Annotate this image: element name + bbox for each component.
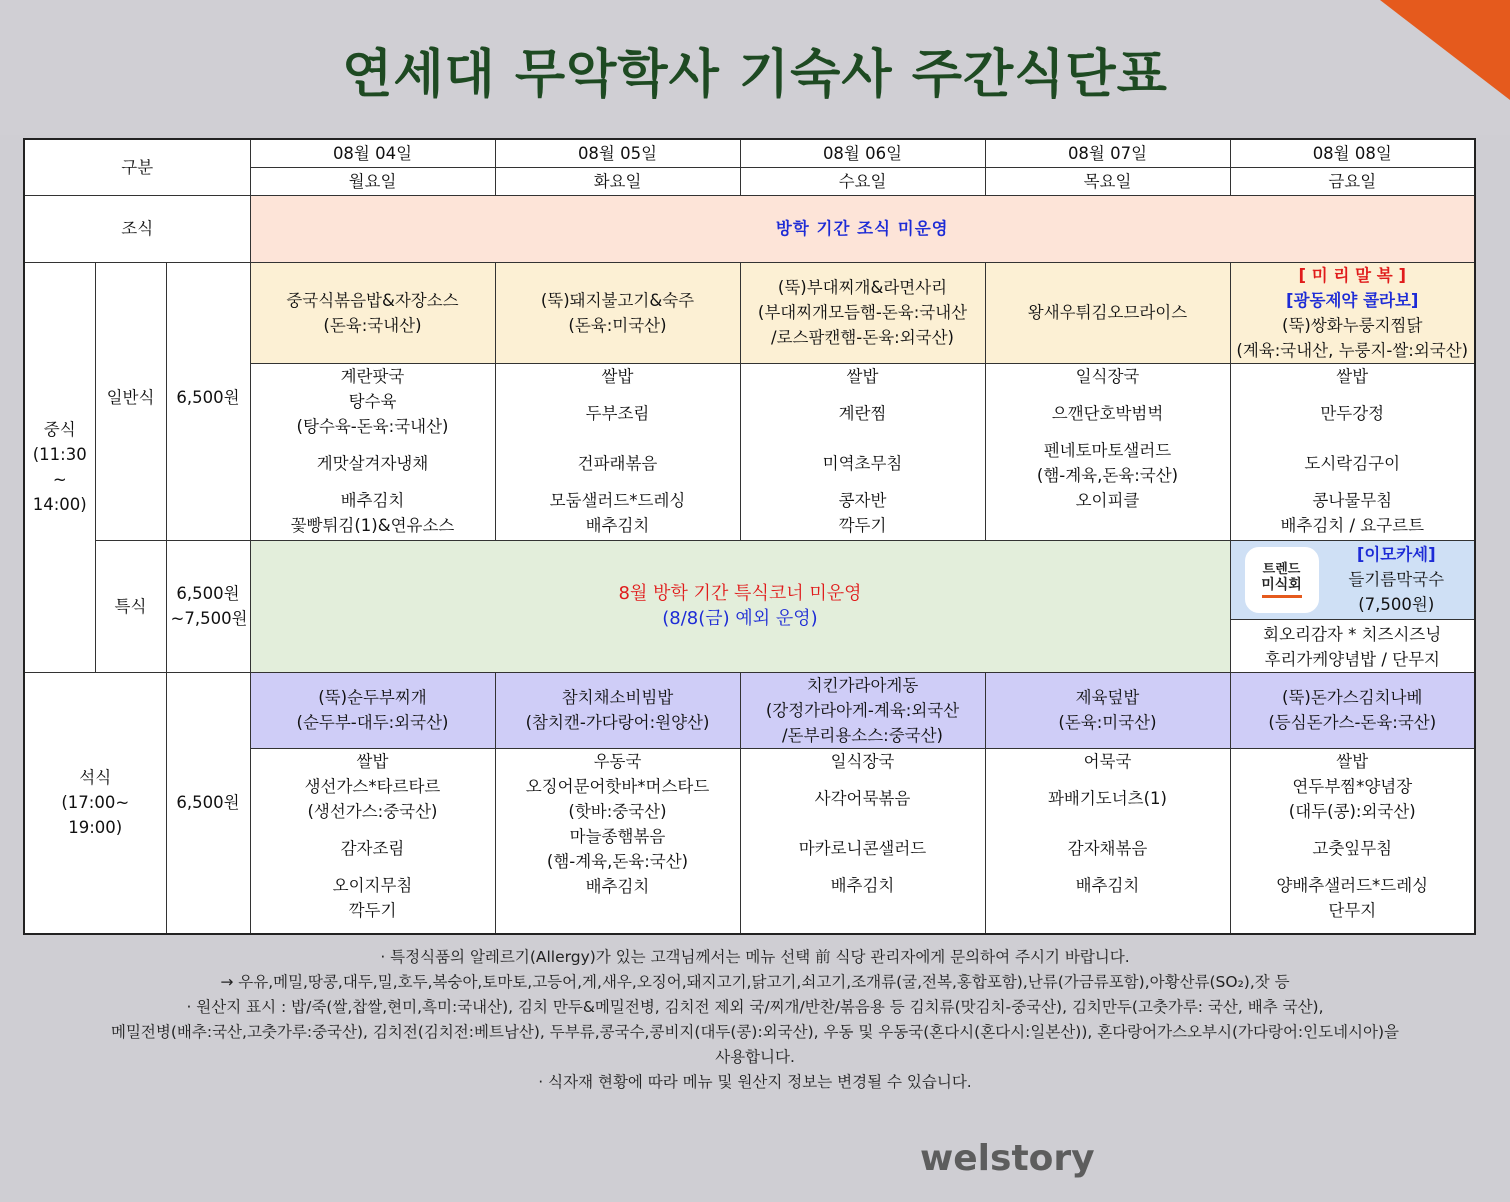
- weekday-fri: 금요일: [1230, 167, 1475, 195]
- dinner-sides-tue: 우동국 오징어문어핫바*머스타드 (핫바:중국산) 마늘종햄볶음 (햄-계육,돈육:국산) 배추김치: [495, 748, 740, 934]
- lunch-sides-mon: 계란팟국 탕수육 (탕수육-돈육:국내산) 게맛살겨자냉채 배추김치 꽃빵튀김(1)&연유소스: [250, 363, 495, 540]
- welstory-logo: welstory: [920, 1138, 1095, 1179]
- dinner-main-wed: 치킨가라아게동 (강정가라아게-계육:외국산 /돈부리용소스:중국산): [740, 672, 985, 748]
- date-wed: 08월 06일: [740, 139, 985, 167]
- lunch-general-label: 일반식: [95, 262, 166, 540]
- menu-table: [23, 138, 1476, 935]
- dinner-label: 석식 (17:00~ 19:00): [24, 672, 166, 934]
- lunch-special-price: 6,500원 ~7,500원: [166, 540, 250, 672]
- weekday-tue: 화요일: [495, 167, 740, 195]
- footer-notes: [40, 945, 1470, 1095]
- dinner-main-thu: 제육덮밥 (돈육:미국산): [985, 672, 1230, 748]
- dinner-main-tue: 참치채소비빔밥 (참치캔-가다랑어:원양산): [495, 672, 740, 748]
- date-fri: 08월 08일: [1230, 139, 1475, 167]
- dinner-main-mon: (뚝)순두부찌개 (순두부-대두:외국산): [250, 672, 495, 748]
- dinner-sides-wed: 일식장국 사각어묵볶음 마카로니콘샐러드 배추김치: [740, 748, 985, 934]
- weekday-wed: 수요일: [740, 167, 985, 195]
- weekday-mon: 월요일: [250, 167, 495, 195]
- date-mon: 08월 04일: [250, 139, 495, 167]
- weekday-thu: 목요일: [985, 167, 1230, 195]
- breakfast-notice: 방학 기간 조식 미운영: [250, 195, 1475, 262]
- lunch-sides-thu: 일식장국 으깬단호박범벅 펜네토마토샐러드 (햄-계육,돈육:국산) 오이피클: [985, 363, 1230, 540]
- change-notice: · 식자재 현황에 따라 메뉴 및 원산지 정보는 변경될 수 있습니다.: [538, 1073, 972, 1091]
- origin-notice-3: 사용합니다.: [715, 1048, 795, 1066]
- lunch-label: 중식 (11:30 ~ 14:00): [24, 262, 95, 672]
- dinner-price: 6,500원: [166, 672, 250, 934]
- lunch-general-price: 6,500원: [166, 262, 250, 540]
- lunch-main-mon: 중국식볶음밥&자장소스 (돈육:국내산): [250, 262, 495, 363]
- origin-notice-1: · 원산지 표시 : 밥/죽(쌀,찹쌀,현미,흑미:국내산), 김치 만두&메밀전병, 김치전 제외 국/찌개/반찬/볶음용 등 김치류(맛김치-중국산), 김치만두(고춧가루: 국산, 배추 국산),: [186, 998, 1324, 1016]
- date-thu: 08월 07일: [985, 139, 1230, 167]
- page-title: 연세대 무악학사 기숙사 주간식단표: [342, 45, 1168, 105]
- special-fri-sides: 회오리감자 * 치즈시즈닝 후리가케양념밥 / 단무지: [1263, 624, 1442, 669]
- trend-gourmet-badge-icon: 트렌드 미식회: [1245, 547, 1319, 613]
- dinner-sides-mon: 쌀밥 생선가스*타르타르 (생선가스:중국산) 감자조림 오이지무침 깍두기: [250, 748, 495, 934]
- lunch-sides-tue: 쌀밥 두부조림 건파래볶음 모둠샐러드*드레싱 배추김치: [495, 363, 740, 540]
- category-header: 구분: [24, 139, 250, 195]
- dinner-main-fri: (뚝)돈가스김치나베 (등심돈가스-돈육:국산): [1230, 672, 1475, 748]
- dinner-sides-thu: 어묵국 꽈배기도너츠(1) 감자채볶음 배추김치: [985, 748, 1230, 934]
- dinner-sides-fri: 쌀밥 연두부찜*양념장 (대두(콩):외국산) 고춧잎무침 양배추샐러드*드레싱 단무지: [1230, 748, 1475, 934]
- special-fri: [1230, 540, 1475, 672]
- breakfast-label: 조식: [24, 195, 250, 262]
- allergen-list: → 우유,메밀,땅콩,대두,밀,호두,복숭아,토마토,고등어,게,새우,오징어,돼지고기,닭고기,쇠고기,조개류(굴,전복,홍합포함),난류(가금류포함),아황산류(SO₂),잣 등: [220, 973, 1290, 991]
- lunch-sides-wed: 쌀밥 계란찜 미역초무침 콩자반 깍두기: [740, 363, 985, 540]
- special-notice: 8월 방학 기간 특식코너 미운영 (8/8(금) 예외 운영): [250, 540, 1230, 672]
- lunch-main-thu: 왕새우튀김오므라이스: [985, 262, 1230, 363]
- special-fri-highlight: 트렌드 미식회 [이모카세] 들기름막국수 (7,500원): [1231, 541, 1475, 620]
- allergy-notice: · 특정식품의 알레르기(Allergy)가 있는 고객님께서는 메뉴 선택 前 식당 관리자에게 문의하여 주시기 바랍니다.: [380, 948, 1130, 966]
- lunch-main-fri: [ 미 리 말 복 ] [광동제약 콜라보] (뚝)쌍화누룽지찜닭 (계육:국내산, 누룽지-쌀:외국산): [1230, 262, 1475, 363]
- lunch-main-wed: (뚝)부대찌개&라면사리 (부대찌개모듬햄-돈육:국내산 /로스팜캔햄-돈육:외국산): [740, 262, 985, 363]
- origin-notice-2: 메밀전병(배추:국산,고춧가루:중국산), 김치전(김치전:베트남산), 두부류,콩국수,콩비지(대두(콩):외국산), 우동 및 우동국(혼다시(혼다시:일본산)), 혼다랑어가스오부시(가다랑어:인도네시아)을: [110, 1023, 1400, 1041]
- lunch-sides-fri: 쌀밥 만두강정 도시락김구이 콩나물무침 배추김치 / 요구르트: [1230, 363, 1475, 540]
- lunch-main-tue: (뚝)돼지불고기&숙주 (돈육:미국산): [495, 262, 740, 363]
- lunch-special-label: 특식: [95, 540, 166, 672]
- date-tue: 08월 05일: [495, 139, 740, 167]
